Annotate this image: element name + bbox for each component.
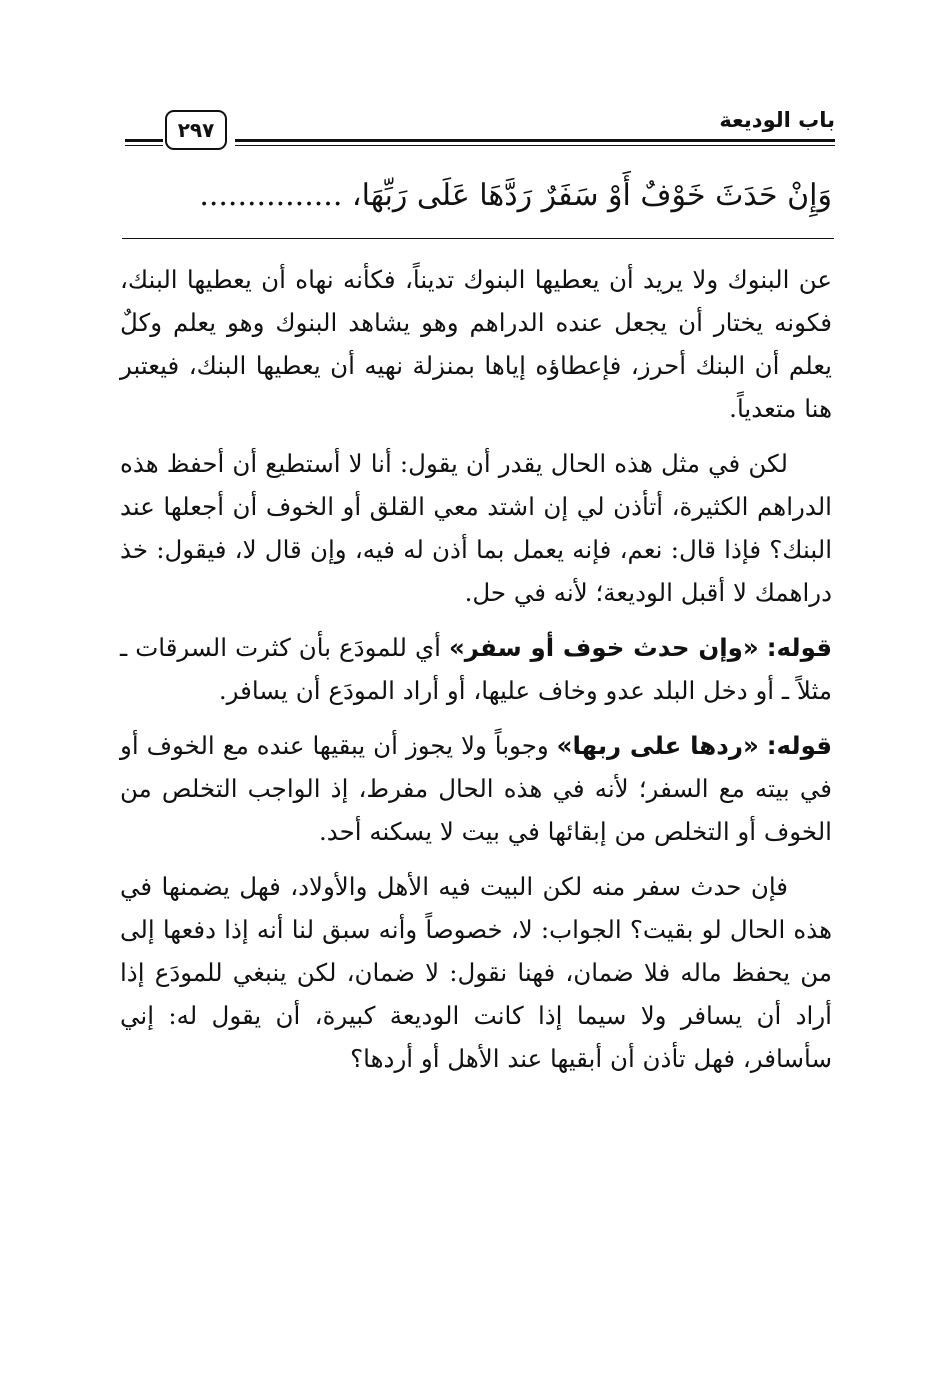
header-rule-thin bbox=[235, 145, 835, 146]
page-header bbox=[125, 108, 835, 158]
paragraph-text: لكن في مثل هذه الحال يقدر أن يقول: أنا لا أستطيع أن أحفظ هذه الدراهم الكثيرة، أتأذن لي إن اشتد معي القلق أو الخوف أن أجعلها عند البنك؟ فإذا قال: نعم، فإنه يعمل بما أذن له فيه، وإن قال لا، فيقول: خذ دراهمك لا أقبل الوديعة؛ لأنه في حل. bbox=[120, 449, 832, 607]
paragraph-text: عن البنوك ولا يريد أن يعطيها البنوك تديناً، فكأنه نهاه أن يعطيها البنك، فكونه يختار أن يجعل عنده الدراهم وهو يشاهد البنوك وهو يعلم وكلٌ يعلم أن البنك أحرز، فإعطاؤه إياها بمنزلة نهيه أن يعطيها البنك، فيعتبر هنا متعدياً. bbox=[120, 265, 832, 423]
paragraph-text: فإن حدث سفر منه لكن البيت فيه الأهل والأولاد، فهل يضمنها في هذه الحال لو بقيت؟ الجواب: لا، خصوصاً وأنه سبق لنا أنه إذا دفعها إلى من يحفظ ماله فلا ضمان، فهنا نقول: لا ضمان، لكن ينبغي للمودَع إذا أراد أن يسافر ولا سيما إذا كانت الوديعة كبيرة، أن يقول له: إني سأسافر، فهل تأذن أن أبقيها عند الأهل أو أردها؟ bbox=[120, 872, 832, 1073]
paragraph bbox=[120, 724, 832, 853]
chapter-title: باب الوديعة bbox=[719, 108, 835, 132]
matn-text: وَإِنْ حَدَثَ خَوْفٌ أَوْ سَفَرٌ رَدَّهَا عَلَى رَبِّهَا، ............... bbox=[199, 178, 832, 213]
matn-separator bbox=[122, 238, 834, 239]
paragraph-lead: قوله: bbox=[766, 633, 832, 662]
paragraph bbox=[120, 258, 832, 430]
header-rule-thick bbox=[235, 139, 835, 142]
quoted-matn: «ردها على ربها» bbox=[556, 731, 759, 760]
header-rule-left-thin bbox=[125, 145, 163, 146]
paragraph bbox=[120, 442, 832, 614]
paragraph-text: أي للمودَع بأن كثرت السرقات ـ مثلاً ـ أو دخل البلد عدو وخاف عليها، أو أراد المودَع أن يسافر. bbox=[120, 633, 832, 705]
page-number-badge bbox=[165, 110, 227, 150]
page-number: ٢٩٧ bbox=[177, 118, 215, 142]
paragraph bbox=[120, 865, 832, 1080]
paragraph-text: وجوباً ولا يجوز أن يبقيها عنده مع الخوف أو في بيته مع السفر؛ لأنه في هذه الحال مفرط، إذ الواجب التخلص من الخوف أو التخلص من إبقائها في بيت لا يسكنه أحد. bbox=[120, 731, 832, 846]
header-rule-left-thick bbox=[125, 139, 163, 142]
quoted-matn: «وإن حدث خوف أو سفر» bbox=[448, 633, 759, 662]
paragraph-lead: قوله: bbox=[766, 731, 833, 760]
paragraph bbox=[120, 626, 832, 712]
commentary-body bbox=[120, 258, 832, 1092]
